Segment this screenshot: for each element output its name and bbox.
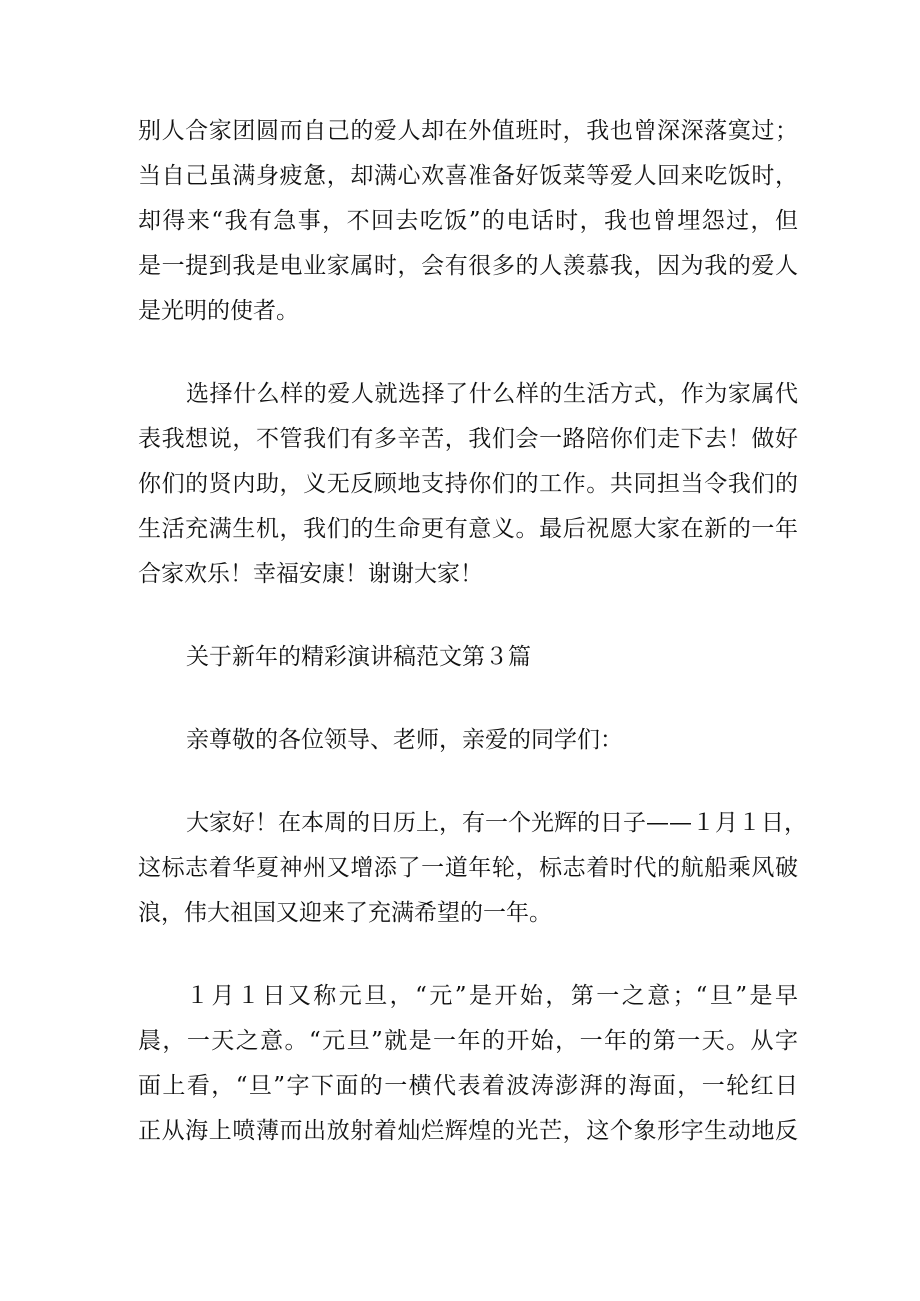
salutation: 亲尊敬的各位领导、老师，亲爱的同学们： xyxy=(186,727,623,753)
paragraph-2-line-3: 你们的贤内助，义无反顾地支持你们的工作。共同担当令我们的 xyxy=(138,471,798,497)
paragraph-1-line-5: 是光明的使者。 xyxy=(138,298,299,324)
paragraph-4-line-3: 面上看，“旦”字下面的一横代表着波涛澎湃的海面，一轮红日 xyxy=(138,1073,798,1099)
paragraph-2-line-1: 选择什么样的爱人就选择了什么样的生活方式，作为家属代 xyxy=(186,381,798,407)
section-heading: 关于新年的精彩演讲稿范文第３篇 xyxy=(186,644,531,670)
paragraph-1-line-2: 当自己虽满身疲惫，却满心欢喜准备好饭菜等爱人回来吃饭时， xyxy=(138,163,798,189)
paragraph-1-line-1: 别人合家团圆而自己的爱人却在外值班时，我也曾深深落寞过； xyxy=(138,118,798,144)
paragraph-4-line-1: １月１日又称元旦，“元”是开始，第一之意；“旦”是早 xyxy=(186,983,798,1009)
paragraph-2-line-2: 表我想说，不管我们有多辛苦，我们会一路陪你们走下去！做好 xyxy=(138,426,798,452)
paragraph-1-line-4: 是一提到我是电业家属时，会有很多的人羡慕我，因为我的爱人 xyxy=(138,253,798,279)
paragraph-3-line-3: 浪，伟大祖国又迎来了充满希望的一年。 xyxy=(138,900,552,926)
paragraph-4-line-2: 晨，一天之意。“元旦”就是一年的开始，一年的第一天。从字 xyxy=(138,1028,798,1054)
paragraph-3-line-1: 大家好！在本周的日历上，有一个光辉的日子——１月１日， xyxy=(186,810,807,836)
paragraph-2-line-5: 合家欢乐！幸福安康！谢谢大家！ xyxy=(138,561,483,587)
paragraph-3-line-2: 这标志着华夏神州又增添了一道年轮，标志着时代的航船乘风破 xyxy=(138,855,798,881)
paragraph-2-line-4: 生活充满生机，我们的生命更有意义。最后祝愿大家在新的一年 xyxy=(138,516,798,542)
paragraph-4-line-4: 正从海上喷薄而出放射着灿烂辉煌的光芒，这个象形字生动地反 xyxy=(138,1118,798,1144)
paragraph-1-line-3: 却得来“我有急事，不回去吃饭”的电话时，我也曾埋怨过，但 xyxy=(138,208,798,234)
